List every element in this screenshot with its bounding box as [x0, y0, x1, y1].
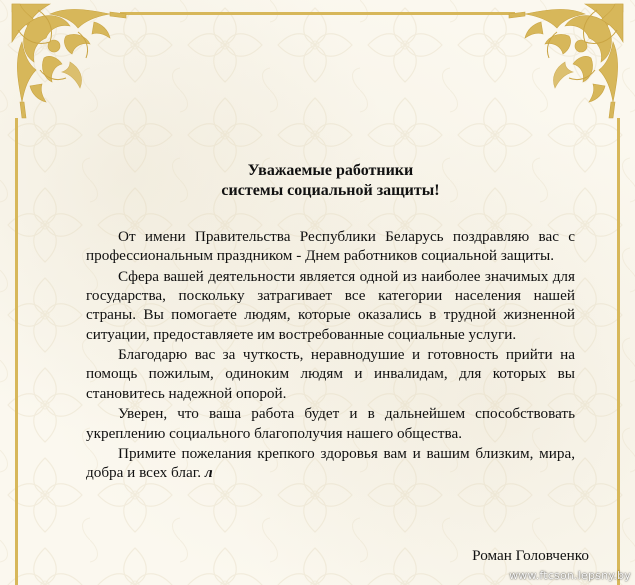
- corner-ornament-top-right: [507, 2, 625, 120]
- letter-body: [86, 161, 575, 484]
- paragraph-confidence: Уверен, что ваша работа будет и в дальнейшем способствовать укреплению социального благополучия нашего общества.: [86, 405, 575, 442]
- frame-left-line: [15, 118, 18, 585]
- paragraph-greeting: От имени Правительства Республики Беларусь поздравляю вас с профессиональным праздником - Днем работников социальной защиты.: [86, 228, 575, 265]
- paragraph-wishes-text: Примите пожелания крепкого здоровья вам и вашим близким, мира, добра и всех благ.: [86, 445, 575, 482]
- frame-right-line: [617, 118, 620, 585]
- letter-paragraphs: [86, 227, 575, 483]
- paragraph-sphere: Сфера вашей деятельности является одной из наиболее значимых для государства, поскольку затрагивает все категории населения нашей страны. Вы помогаете людям, которые оказались в трудной жизненной ситуации, предоставляете им востребованные социальные услуги.: [86, 267, 575, 343]
- heading-line-2: системы социальной защиты!: [221, 182, 440, 199]
- frame-top-line: [120, 12, 515, 15]
- watermark: www.ftcson.lepsny.by: [509, 569, 631, 582]
- paragraph-wishes: [86, 444, 575, 482]
- letter-heading: [86, 161, 575, 201]
- corner-ornament-top-left: [10, 2, 128, 120]
- trailing-mark: л: [204, 464, 213, 482]
- heading-line-1: Уважаемые работники: [247, 162, 414, 179]
- signature-name: Роман Головченко: [472, 547, 589, 564]
- paragraph-gratitude: Благодарю вас за чуткость, неравнодушие и готовность прийти на помощь пожилым, одиноким людям и инвалидам, для которых вы становитесь надежной опорой.: [86, 346, 575, 402]
